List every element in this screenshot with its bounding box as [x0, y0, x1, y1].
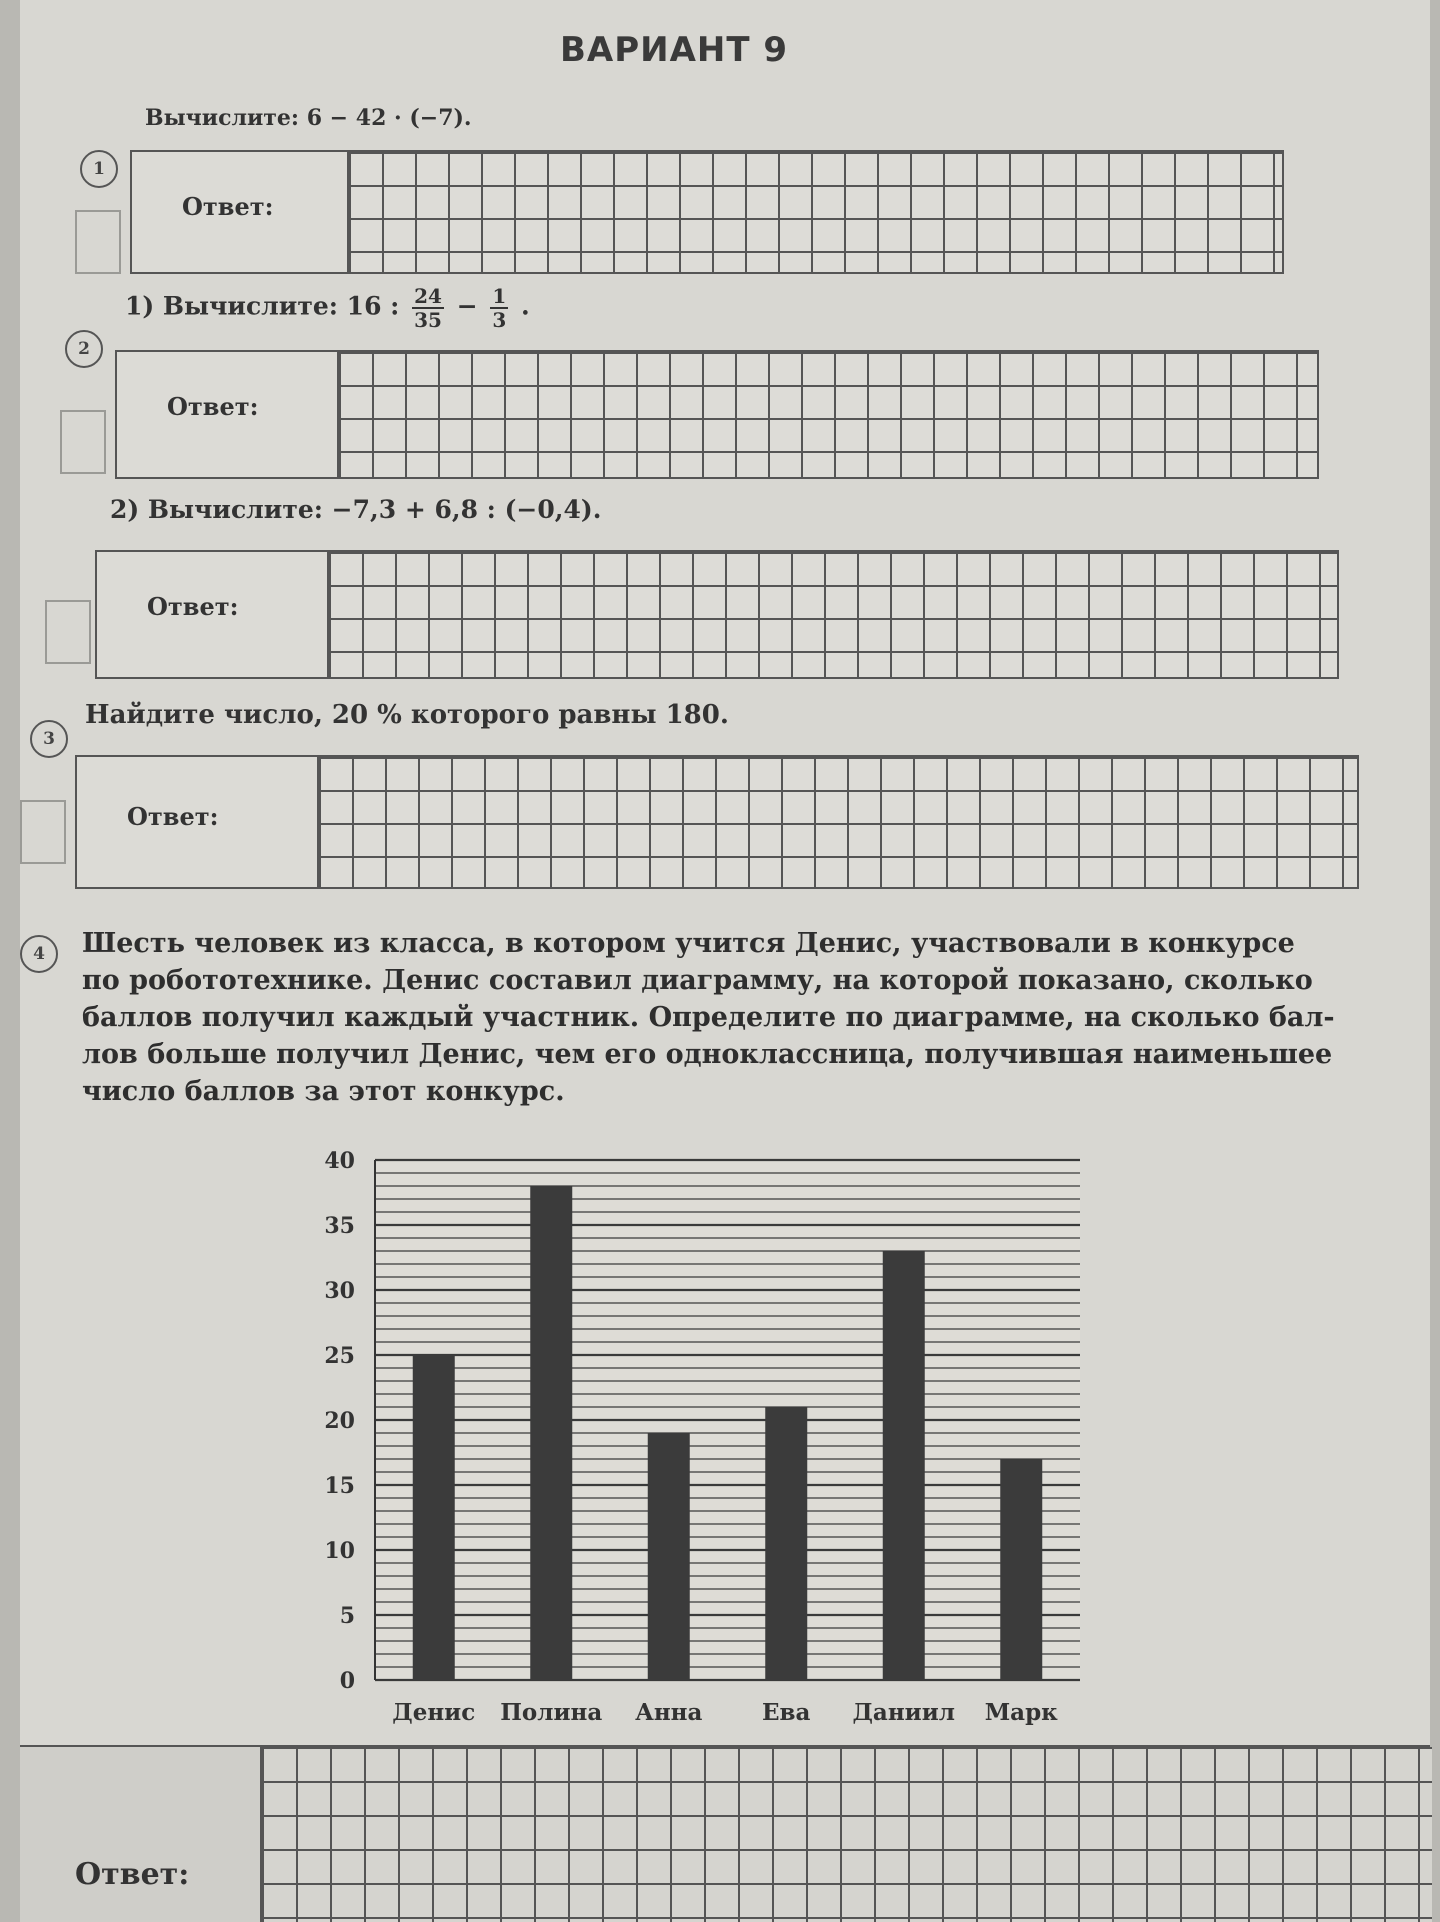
answer-grid-3[interactable]: [317, 757, 1357, 887]
bar: [648, 1433, 690, 1680]
task-1-text: Вычислите: 6 − 42 · (−7).: [145, 105, 472, 131]
task-4-line-1: Шесть человек из класса, в котором учится Денис, участвовали в конкурсе: [82, 928, 1295, 959]
x-category-label: Марк: [984, 1699, 1058, 1726]
bar: [883, 1251, 925, 1680]
fraction-1-3: [490, 285, 508, 331]
y-tick-label: 20: [324, 1408, 355, 1434]
y-tick-label: 10: [324, 1538, 355, 1564]
task-2-1-text: [125, 285, 530, 331]
task-4-line-3: баллов получил каждый участник. Определите по диаграмме, на сколько бал-: [82, 1002, 1335, 1033]
y-tick-label: 25: [324, 1343, 355, 1369]
task-2-1-prefix: 1) Вычислите: 16 :: [125, 291, 400, 321]
worksheet-page: [20, 0, 1430, 1920]
x-category-label: Даниил: [852, 1699, 956, 1726]
task-number-2: 2: [65, 330, 103, 368]
task-2-1-minus: −: [456, 291, 478, 321]
x-category-label: Полина: [500, 1699, 603, 1726]
answer-grid-2-1[interactable]: [337, 352, 1317, 477]
task-number-4: 4: [20, 935, 58, 973]
answer-grid-4[interactable]: [260, 1747, 1432, 1922]
x-category-label: Денис: [392, 1699, 476, 1726]
bar: [530, 1186, 572, 1680]
y-tick-label: 15: [324, 1473, 355, 1499]
answer-label-2-1: Ответ:: [167, 392, 259, 421]
task-2-2-text: 2) Вычислите: −7,3 + 6,8 : (−0,4).: [110, 495, 602, 524]
y-tick-label: 5: [339, 1603, 355, 1629]
answer-grid-1[interactable]: [347, 152, 1282, 272]
fraction-2-denominator: 3: [492, 308, 507, 332]
bar: [413, 1355, 455, 1680]
task-2-1-suffix: .: [521, 291, 530, 321]
task-number-1: 1: [80, 150, 118, 188]
score-box-3: [20, 800, 66, 864]
x-category-label: Анна: [635, 1699, 703, 1726]
answer-grid-2-2[interactable]: [327, 552, 1337, 677]
score-box-2-2: [45, 600, 91, 664]
answer-box-4[interactable]: [20, 1745, 1430, 1922]
bar: [1000, 1459, 1042, 1680]
y-tick-label: 35: [324, 1213, 355, 1239]
task-4-line-2: по робототехнике. Денис составил диаграмму, на которой показано, сколько: [82, 965, 1313, 996]
y-tick-label: 40: [324, 1148, 355, 1174]
x-category-label: Ева: [762, 1699, 811, 1726]
answer-label-2-2: Ответ:: [147, 592, 239, 621]
page-title: ВАРИАНТ 9: [560, 30, 789, 70]
answer-label-4: Ответ:: [75, 1857, 190, 1892]
y-tick-label: 30: [324, 1278, 355, 1304]
answer-label-1: Ответ:: [182, 192, 274, 221]
answer-label-3: Ответ:: [127, 802, 219, 831]
task-3-text: Найдите число, 20 % которого равны 180.: [85, 700, 729, 730]
task-4-text: [82, 925, 1382, 1110]
answer-box-2-2[interactable]: [95, 550, 1339, 679]
task-4-line-5: число баллов за этот конкурс.: [82, 1076, 565, 1107]
task-number-3: 3: [30, 720, 68, 758]
bar: [765, 1407, 807, 1680]
answer-box-3[interactable]: [75, 755, 1359, 889]
answer-box-2-1[interactable]: [115, 350, 1319, 479]
bar-chart: [280, 1140, 1140, 1740]
y-tick-label: 0: [339, 1668, 355, 1694]
fraction-1-numerator: 24: [414, 284, 442, 308]
score-box-1: [75, 210, 121, 274]
answer-box-1[interactable]: [130, 150, 1284, 274]
fraction-2-numerator: 1: [492, 284, 507, 308]
fraction-24-35: [412, 285, 444, 331]
task-4-line-4: лов больше получил Денис, чем его одноклассница, получившая наименьшее: [82, 1039, 1333, 1070]
score-box-2-1: [60, 410, 106, 474]
fraction-1-denominator: 35: [414, 308, 442, 332]
